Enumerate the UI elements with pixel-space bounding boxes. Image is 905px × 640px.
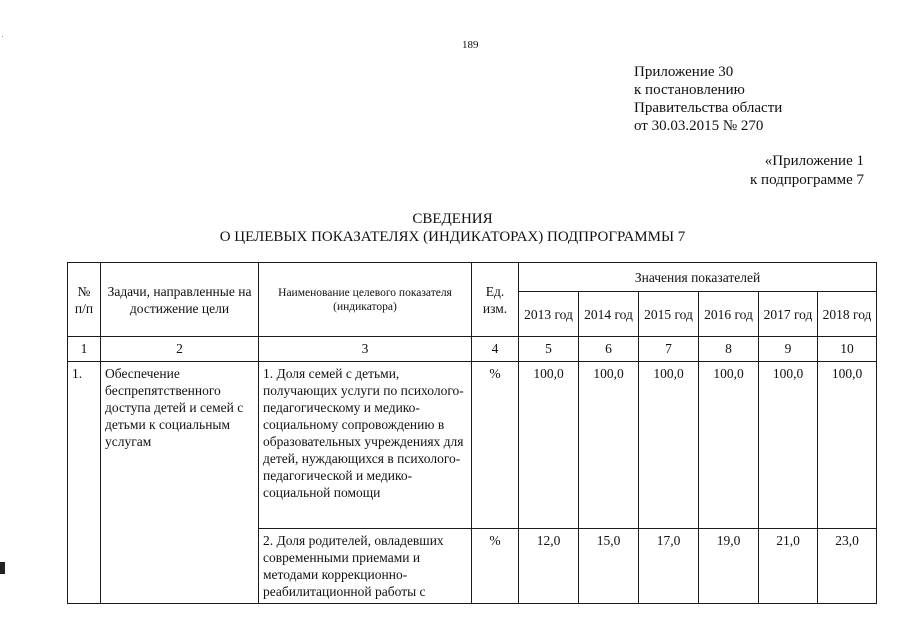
header-year: 2013 год <box>519 292 579 337</box>
header-unit: Ед. изм. <box>472 263 519 337</box>
subappendix-header <box>750 152 864 190</box>
title-line-1: СВЕДЕНИЯ <box>412 211 493 227</box>
header-indicator: Наименование целевого показателя (индикатора) <box>259 263 472 337</box>
appendix-line: от 30.03.2015 № 270 <box>634 118 764 134</box>
value-cell: 21,0 <box>759 529 818 604</box>
column-number: 10 <box>818 337 877 362</box>
value-cell: 100,0 <box>579 362 639 529</box>
unit-cell: % <box>472 362 519 529</box>
value-cell: 100,0 <box>818 362 877 529</box>
binding-mark <box>0 562 5 574</box>
column-number: 7 <box>639 337 699 362</box>
header-values-group: Значения показателей <box>519 263 877 292</box>
column-number: 4 <box>472 337 519 362</box>
appendix-line: Приложение 30 <box>634 64 734 80</box>
column-number: 2 <box>101 337 259 362</box>
header-year: 2017 год <box>759 292 818 337</box>
subappendix-line: «Приложение 1 <box>764 153 864 169</box>
value-cell: 17,0 <box>639 529 699 604</box>
indicator-cell: 1. Доля семей с детьми, получающих услуги по психолого-педагогическому и медико-социальному сопровождению в образовательных учреждениях для детей, нуждающихся в психолого-педагогической и медико-социальной помощи <box>259 362 472 529</box>
subappendix-line: к подпрограмме 7 <box>750 172 864 188</box>
column-number: 8 <box>699 337 759 362</box>
header-task: Задачи, направленные на достижение цели <box>101 263 259 337</box>
row-number: 1. <box>68 362 101 604</box>
title-line-2: О ЦЕЛЕВЫХ ПОКАЗАТЕЛЯХ (ИНДИКАТОРАХ) ПОДПРОГРАММЫ 7 <box>219 229 686 245</box>
header-year: 2015 год <box>639 292 699 337</box>
column-number: 6 <box>579 337 639 362</box>
value-cell: 100,0 <box>639 362 699 529</box>
appendix-line: Правительства области <box>634 100 783 116</box>
header-num: № п/п <box>68 263 101 337</box>
page-number: 189 <box>462 39 479 51</box>
value-cell: 100,0 <box>519 362 579 529</box>
scan-speck <box>2 36 3 37</box>
header-year: 2016 год <box>699 292 759 337</box>
column-number: 9 <box>759 337 818 362</box>
header-year: 2014 год <box>579 292 639 337</box>
value-cell: 100,0 <box>699 362 759 529</box>
indicator-cell: 2. Доля родителей, овладевших современными приемами и методами коррекционно-реабилитационной работы с <box>259 529 472 604</box>
column-number: 1 <box>68 337 101 362</box>
value-cell: 23,0 <box>818 529 877 604</box>
document-title <box>0 210 905 246</box>
column-number: 5 <box>519 337 579 362</box>
unit-cell: % <box>472 529 519 604</box>
value-cell: 12,0 <box>519 529 579 604</box>
header-year: 2018 год <box>818 292 877 337</box>
column-number: 3 <box>259 337 472 362</box>
value-cell: 15,0 <box>579 529 639 604</box>
task-cell: Обеспечение беспрепятственного доступа детей и семей с детьми к социальным услугам <box>101 362 259 604</box>
value-cell: 19,0 <box>699 529 759 604</box>
value-cell: 100,0 <box>759 362 818 529</box>
appendix-line: к постановлению <box>634 82 745 98</box>
appendix-header <box>634 63 782 135</box>
indicators-table <box>67 262 877 604</box>
table-row <box>68 362 877 529</box>
